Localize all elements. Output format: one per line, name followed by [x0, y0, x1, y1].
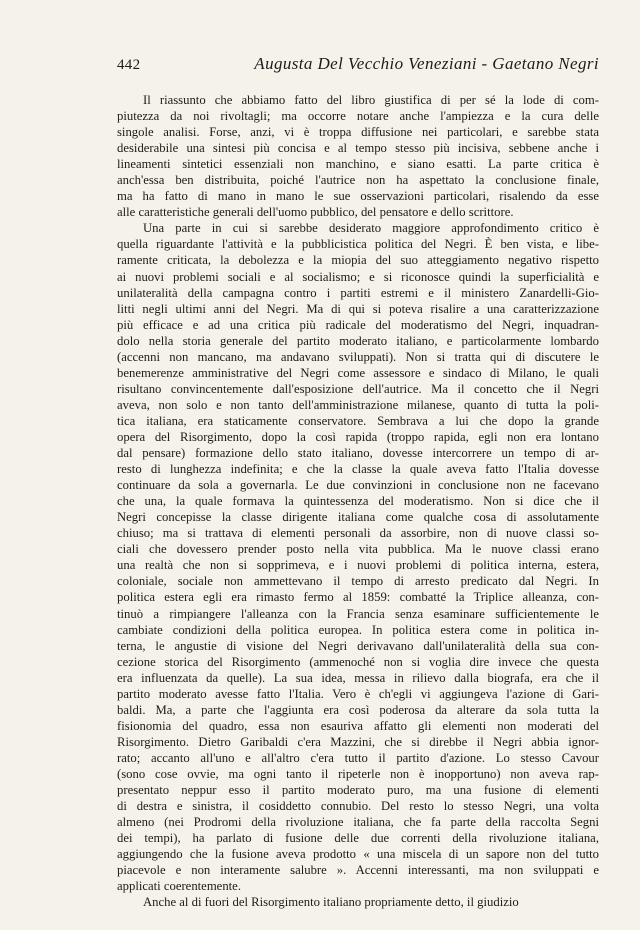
- text-line: ma ha fatto di mano in mano le sue osservazioni particolari, risalendo da esse: [117, 189, 599, 204]
- body-text: [117, 92, 599, 910]
- text-line: rato; accanto all'uno e all'altro c'era tutto il partito d'azione. Lo stesso Cavour: [117, 750, 599, 765]
- text-line: Negri concepisse la classe dirigente italiana come qualche cosa di assolutamente: [117, 510, 599, 525]
- text-line: Risorgimento. Dietro Garibaldi c'era Mazzini, che si direbbe il Negri abbia ignor-: [117, 734, 599, 749]
- text-line: baldi. Ma, a parte che l'aggiunta era così poderosa da alterare da sola tutta la: [117, 702, 599, 717]
- page-header: [117, 54, 599, 78]
- text-line: (accenni non mancano, ma andavano sviluppati). Non si tratta qui di discutere le: [117, 349, 599, 364]
- text-line: ramente criticata, la debolezza e la miopia del suo atteggiamento negativo rispetto: [117, 253, 599, 268]
- paragraph: [117, 220, 599, 894]
- text-line: dal pensare) formazione dello stato italiano, dovesse intercorrere un tempo di ar-: [117, 446, 599, 461]
- text-line: terna, le angustie di visione del Negri derivavano dall'unilateralità della sua con-: [117, 638, 599, 653]
- text-line: piacevole e non interamente salubre ». Accenni interessanti, ma non sviluppati e: [117, 863, 599, 878]
- text-line: tica italiana, era staticamente conservatore. Sembrava a lui che dopo la grande: [117, 413, 599, 428]
- text-line: applicati coerentemente.: [117, 879, 241, 894]
- text-line: di destra e sinistra, il cosiddetto connubio. Del resto lo stesso Negri, una volta: [117, 799, 599, 814]
- text-line: litti negli ultimi anni del Negri. Ma di qui si poteva risalire a una caratterizzazione: [117, 301, 599, 316]
- text-line: che una, la quale formava la quintessenza del moderatismo. Non si dice che il: [117, 494, 599, 509]
- text-line: più efficace e ad una critica più radicale del moderatismo del Negri, inquadran-: [117, 317, 599, 332]
- text-line: continuare da sola a governarla. Le due convinzioni in conclusione non ne facevano: [117, 478, 599, 493]
- text-line: unilateralità della campagna contro i partiti estremi e il ministero Zanardelli-Gio-: [117, 285, 599, 300]
- text-line: aggiungendo che la fusione aveva prodotto « una miscela di un sapore non del tutto: [117, 847, 599, 862]
- running-title: Augusta Del Vecchio Veneziani - Gaetano Negri: [254, 54, 599, 73]
- text-line: lineamenti sintetici essenziali non manchino, e siano esatti. La parte critica è: [117, 157, 599, 172]
- text-line: Il riassunto che abbiamo fatto del libro giustifica di per sé la lode di com-: [143, 93, 599, 107]
- text-line: desiderabile una sintesi più concisa e al tempo stesso più incisiva, sebbene anche i: [117, 141, 599, 156]
- text-line: una realtà che non si sopprimeva, e i nuovi problemi di politica interna, estera,: [117, 558, 599, 573]
- text-line: chiuso; ma si trattava di elementi personali da assorbire, non di nuove classi so-: [117, 526, 599, 541]
- text-line: singole analisi. Forse, anzi, vi è troppa diffusione nei particolari, e sarebbe stata: [117, 125, 599, 140]
- text-line: Una parte in cui si sarebbe desiderato maggiore approfondimento critico è: [143, 221, 599, 236]
- text-line: politica estera egli era rimasto fermo al 1859: combatté la Triplice alleanza, con-: [117, 590, 599, 605]
- text-line: (sono cose ovvie, ma ogni tanto il ripeterle non è inopportuno) non aveva rap-: [117, 766, 599, 781]
- paragraph: [117, 894, 599, 910]
- text-line: risultano convincentemente dall'esposizione dell'autrice. Ma il concetto che il Negri: [117, 381, 599, 396]
- text-line: partito moderato avesse fatto l'Italia. Vero è ch'egli vi aggiungeva l'azione di Gari-: [117, 686, 599, 701]
- paragraph: [117, 92, 599, 220]
- text-line: piutezza da noi rivoltagli; ma occorre notare anche l'ampiezza e la cura delle: [117, 109, 599, 124]
- text-line: resto di lunghezza indefinita; e che la classe la quale aveva fatto l'Italia dovesse: [117, 462, 599, 477]
- text-line: Anche al di fuori del Risorgimento italiano propriamente detto, il giudizio: [143, 895, 519, 910]
- text-line: cambiate condizioni della politica europea. In politica estera come in politica in-: [117, 622, 599, 637]
- text-line: almeno (nei Prodromi della rivoluzione italiana, che fa parte della raccolta Segni: [117, 815, 599, 830]
- text-line: dei tempi), ha parlato di fusione delle due correnti della rivoluzione italiana,: [117, 831, 599, 846]
- text-line: opera del Risorgimento, dopo la così rapida (troppo rapida, egli non era lontano: [117, 429, 599, 444]
- text-line: era influenzata da quelle). La sua idea, messa in rilievo dalla biografa, era che il: [117, 670, 599, 685]
- text-line: anch'essa ben distribuita, poiché l'autrice non ha aspettato la conclusione finale,: [117, 173, 599, 188]
- text-line: cezione storica del Risorgimento (ammenoché non si voglia dire invece che questa: [117, 654, 599, 669]
- page-number: 442: [117, 57, 141, 73]
- text-line: fisionomia del quadro, essa non esauriva affatto gli elementi non moderati del: [117, 718, 599, 733]
- text-line: quella riguardante l'attività e la pubblicistica politica del Negri. È ben vista, e libe-: [117, 237, 599, 252]
- text-line: alle caratteristiche generali dell'uomo pubblico, del pensatore e dello scrittore.: [117, 205, 514, 220]
- text-line: ai nuovi problemi sociali e al socialismo; e si riconosce quindi la superficialità e: [117, 269, 599, 284]
- text-line: presentato neppur esso il partito moderato puro, ma una fusione di elementi: [117, 783, 599, 798]
- text-line: benemerenze amministrative del Negri come assessore e sindaco di Milano, le quali: [117, 365, 599, 380]
- text-line: tinuò a rimpiangere l'alleanza con la Francia senza esaminare sufficientemente le: [117, 606, 599, 621]
- text-line: ciali che dovessero prender posto nella vita pubblica. Ma le nuove classi erano: [117, 542, 599, 557]
- text-line: coloniale, sociale non ammettevano il tempo di arresto predicato dal Negri. In: [117, 574, 599, 589]
- text-line: aveva, non solo e non tanto dell'amministrazione milanese, quanto di tutta la poli-: [117, 397, 599, 412]
- text-line: dolo nella storia generale del partito moderato italiano, e particolarmente lombardo: [117, 333, 599, 348]
